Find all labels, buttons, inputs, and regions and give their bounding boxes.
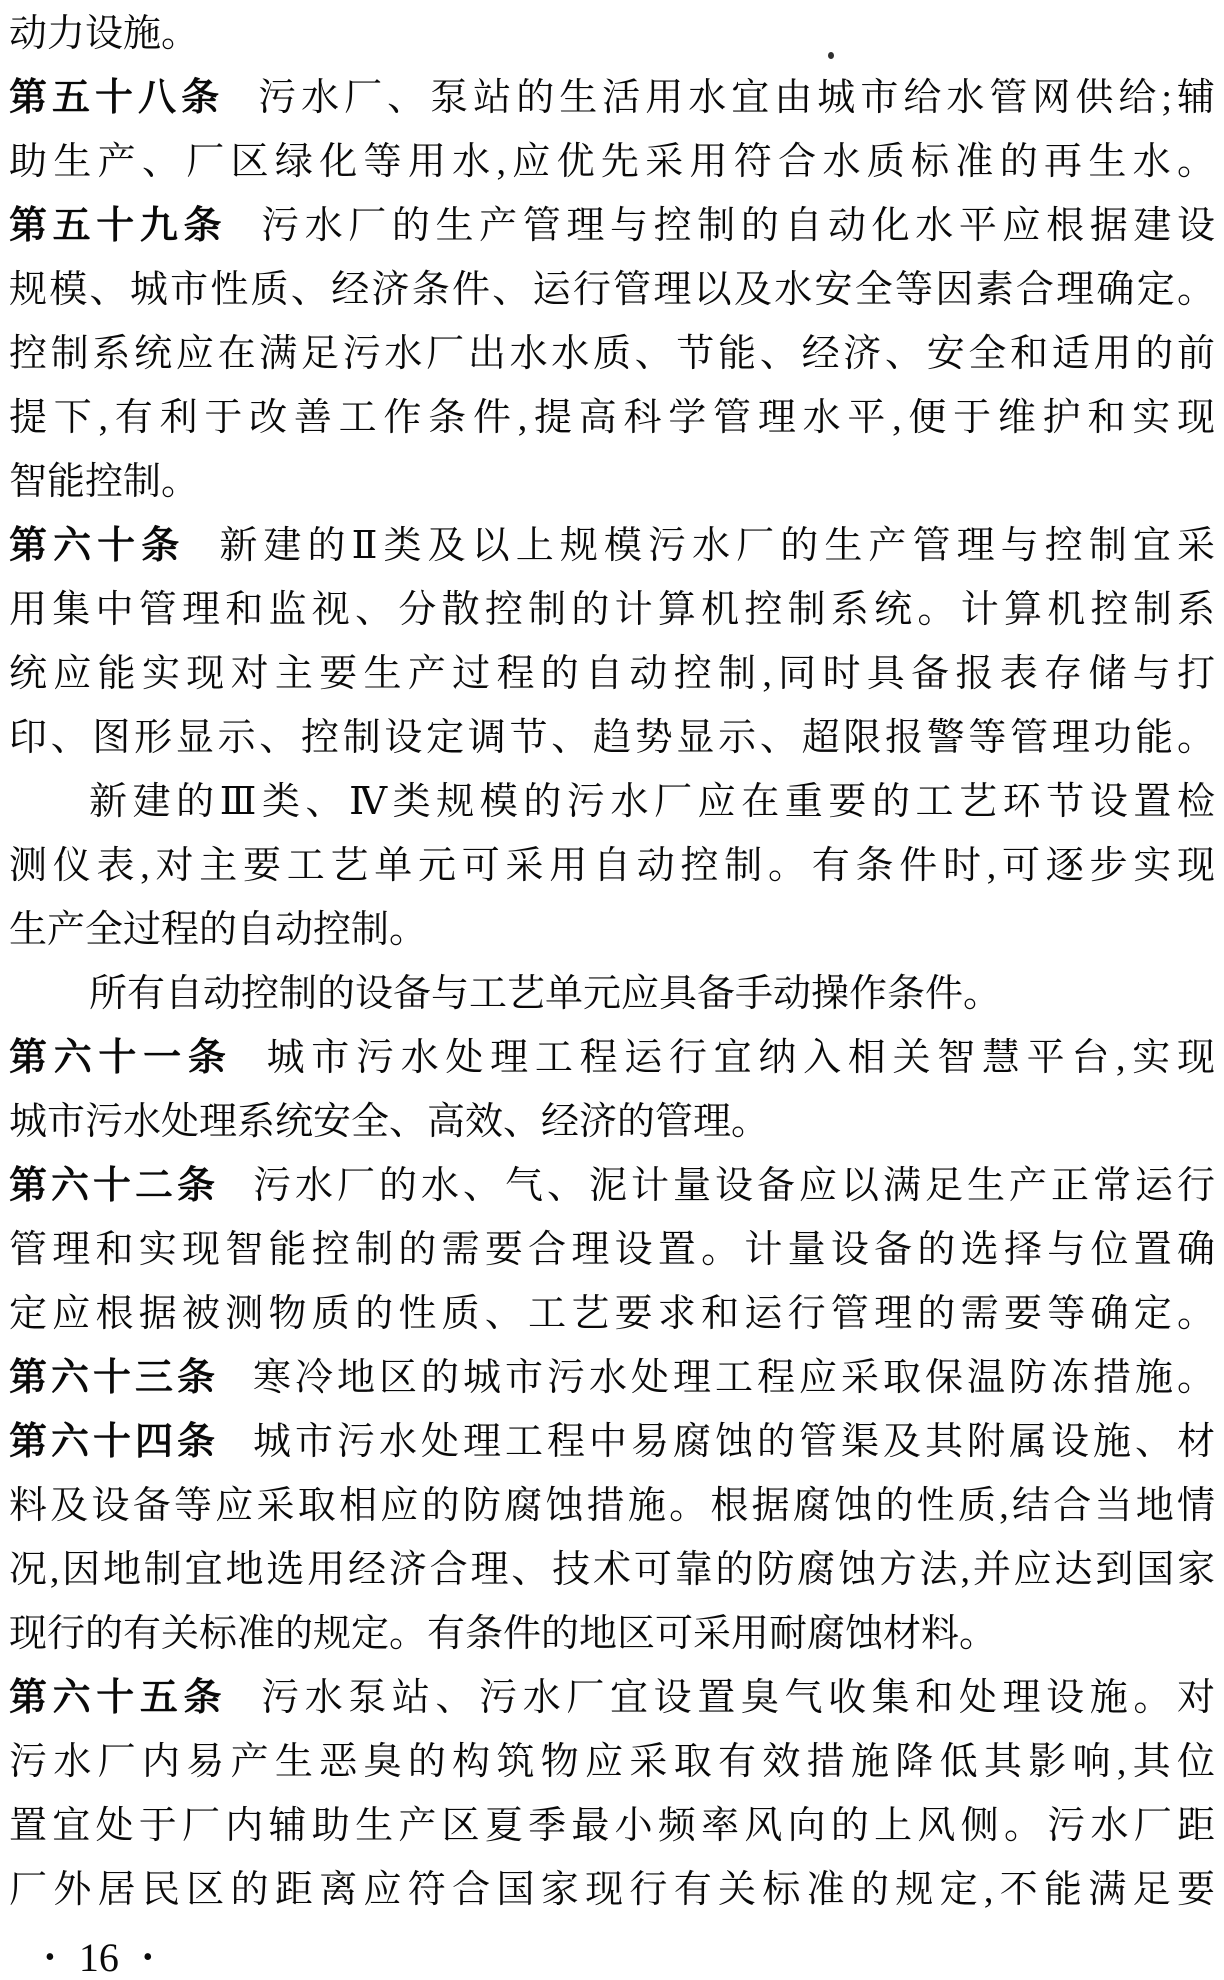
body-text-line	[9, 642, 1215, 706]
body-text-line	[9, 1218, 1215, 1282]
footer-right-dot: •	[142, 1942, 153, 1973]
body-text-line	[9, 386, 1215, 450]
line-text: 统应能实现对主要生产过程的自动控制,同时具备报表存储与打	[9, 653, 1215, 695]
body-text-line	[9, 770, 1215, 834]
page-footer	[9, 1935, 1215, 1980]
article-paragraph-line	[9, 514, 1215, 578]
line-text: 寒冷地区的城市污水处理工程应采取保温防冻措施。	[253, 1357, 1215, 1399]
article-number: 第六十一条	[9, 1037, 233, 1079]
line-text: 用集中管理和监视、分散控制的计算机控制系统。计算机控制系	[9, 589, 1215, 631]
article-paragraph-line	[9, 1410, 1215, 1474]
body-text-line	[9, 962, 1215, 1026]
line-text: 测仪表,对主要工艺单元可采用自动控制。有条件时,可逐步实现	[9, 845, 1215, 887]
line-text: 污水厂内易产生恶臭的构筑物应采取有效措施降低其影响,其位	[9, 1741, 1215, 1783]
article-number: 第六十五条	[9, 1677, 228, 1719]
body-text-line	[9, 1474, 1215, 1538]
line-text: 所有自动控制的设备与工艺单元应具备手动操作条件。	[89, 973, 1002, 1015]
article-paragraph-line	[9, 1666, 1215, 1730]
body-text-line	[9, 450, 1215, 514]
body-text-line	[9, 706, 1215, 770]
article-paragraph-line	[9, 66, 1215, 130]
body-text-line	[9, 834, 1215, 898]
scan-artifact-dot	[828, 52, 834, 59]
line-text: 助生产、厂区绿化等用水,应优先采用符合水质标准的再生水。	[9, 141, 1215, 183]
article-paragraph-line	[9, 1154, 1215, 1218]
line-text: 控制系统应在满足污水厂出水水质、节能、经济、安全和适用的前	[9, 333, 1215, 375]
article-number: 第五十八条	[9, 77, 225, 119]
article-number: 第六十二条	[9, 1165, 219, 1207]
line-text: 提下,有利于改善工作条件,提高科学管理水平,便于维护和实现	[9, 397, 1215, 439]
line-text: 污水泵站、污水厂宜设置臭气收集和处理设施。对	[261, 1677, 1215, 1719]
line-text: 印、图形显示、控制设定调节、趋势显示、超限报警等管理功能。	[9, 717, 1215, 759]
body-text-line	[9, 1602, 1215, 1666]
document-text-block	[9, 2, 1215, 1922]
body-text-line	[9, 1538, 1215, 1602]
line-text: 污水厂的水、气、泥计量设备应以满足生产正常运行	[253, 1165, 1215, 1207]
body-text-line	[9, 258, 1215, 322]
body-text-line	[9, 1858, 1215, 1922]
line-text: 城市污水处理工程运行宜纳入相关智慧平台,实现	[266, 1037, 1215, 1079]
line-text: 污水厂、泵站的生活用水宜由城市给水管网供给;辅	[258, 77, 1215, 119]
line-text: 城市污水处理系统安全、高效、经济的管理。	[9, 1101, 770, 1143]
line-text: 定应根据被测物质的性质、工艺要求和运行管理的需要等确定。	[9, 1293, 1215, 1335]
line-text: 置宜处于厂内辅助生产区夏季最小频率风向的上风侧。污水厂距	[9, 1805, 1215, 1847]
line-text: 新建的Ⅱ类及以上规模污水厂的生产管理与控制宜采	[219, 525, 1215, 567]
body-text-line	[9, 1090, 1215, 1154]
line-text: 污水厂的生产管理与控制的自动化水平应根据建设	[261, 205, 1215, 247]
line-text: 城市污水处理工程中易腐蚀的管渠及其附属设施、材	[253, 1421, 1215, 1463]
line-text: 况,因地制宜地选用经济合理、技术可靠的防腐蚀方法,并应达到国家	[9, 1549, 1215, 1591]
body-text-line	[9, 1794, 1215, 1858]
line-text: 料及设备等应采取相应的防腐蚀措施。根据腐蚀的性质,结合当地情	[9, 1485, 1215, 1527]
line-text: 现行的有关标准的规定。有条件的地区可采用耐腐蚀材料。	[9, 1613, 998, 1655]
article-number: 第六十条	[9, 525, 186, 567]
body-text-line	[9, 898, 1215, 962]
body-text-line	[9, 1730, 1215, 1794]
footer-left-dot: •	[45, 1942, 55, 1973]
line-text: 新建的Ⅲ类、Ⅳ类规模的污水厂应在重要的工艺环节设置检	[89, 781, 1215, 823]
body-text-line	[9, 578, 1215, 642]
line-text: 管理和实现智能控制的需要合理设置。计量设备的选择与位置确	[9, 1229, 1215, 1271]
page-number: 16	[78, 1935, 119, 1980]
article-number: 第六十三条	[9, 1357, 219, 1399]
body-text-line	[9, 130, 1215, 194]
line-text: 厂外居民区的距离应符合国家现行有关标准的规定,不能满足要	[9, 1869, 1215, 1911]
body-text-line	[9, 2, 1215, 66]
article-number: 第六十四条	[9, 1421, 219, 1463]
article-paragraph-line	[9, 1346, 1215, 1410]
body-text-line	[9, 322, 1215, 386]
body-text-line	[9, 1282, 1215, 1346]
line-text: 动力设施。	[9, 13, 200, 55]
article-paragraph-line	[9, 194, 1215, 258]
line-text: 规模、城市性质、经济条件、运行管理以及水安全等因素合理确定。	[9, 269, 1215, 311]
line-text: 智能控制。	[9, 461, 200, 503]
line-text: 生产全过程的自动控制。	[9, 909, 428, 951]
article-number: 第五十九条	[9, 205, 228, 247]
article-paragraph-line	[9, 1026, 1215, 1090]
